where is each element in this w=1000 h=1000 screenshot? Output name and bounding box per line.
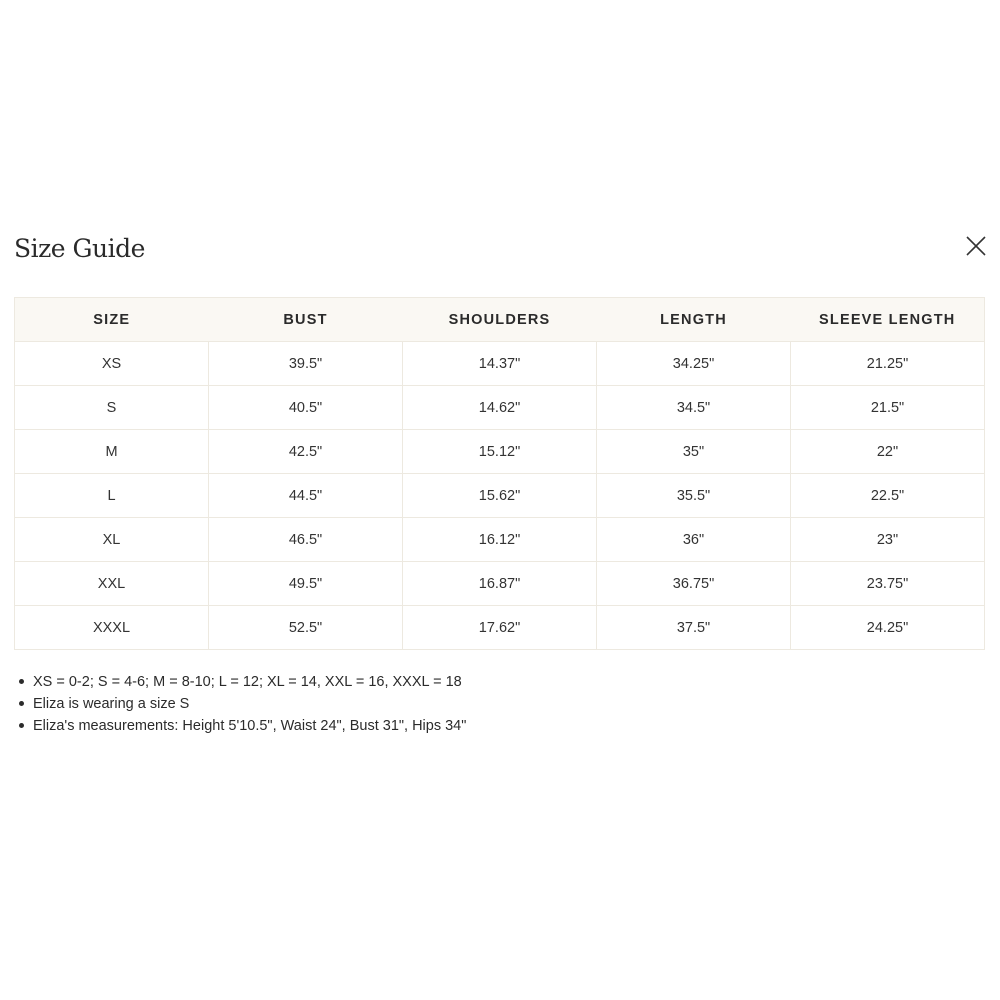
table-header-row bbox=[15, 298, 985, 342]
column-header-sleeve-length: SLEEVE LENGTH bbox=[791, 298, 985, 342]
close-icon bbox=[962, 232, 990, 260]
cell-sleeve-length: 21.5" bbox=[791, 386, 985, 430]
cell-bust: 40.5" bbox=[209, 386, 403, 430]
cell-sleeve-length: 23" bbox=[791, 518, 985, 562]
note-model-measurements: Eliza's measurements: Height 5'10.5", Waist 24", Bust 31", Hips 34" bbox=[33, 716, 466, 738]
cell-shoulders: 15.62" bbox=[403, 474, 597, 518]
cell-size: M bbox=[15, 430, 209, 474]
cell-size: L bbox=[15, 474, 209, 518]
note-model-size: Eliza is wearing a size S bbox=[33, 694, 466, 716]
column-header-size: SIZE bbox=[15, 298, 209, 342]
table-row bbox=[15, 386, 985, 430]
cell-length: 34.25" bbox=[597, 342, 791, 386]
cell-length: 36" bbox=[597, 518, 791, 562]
cell-bust: 39.5" bbox=[209, 342, 403, 386]
column-header-shoulders: SHOULDERS bbox=[403, 298, 597, 342]
cell-shoulders: 16.12" bbox=[403, 518, 597, 562]
cell-bust: 52.5" bbox=[209, 606, 403, 650]
cell-bust: 42.5" bbox=[209, 430, 403, 474]
cell-size: XL bbox=[15, 518, 209, 562]
column-header-length: LENGTH bbox=[597, 298, 791, 342]
size-notes-list bbox=[14, 672, 466, 738]
cell-size: XXL bbox=[15, 562, 209, 606]
cell-sleeve-length: 21.25" bbox=[791, 342, 985, 386]
size-table bbox=[14, 297, 985, 650]
table-row bbox=[15, 474, 985, 518]
modal-title: Size Guide bbox=[14, 234, 145, 263]
cell-length: 36.75" bbox=[597, 562, 791, 606]
cell-shoulders: 17.62" bbox=[403, 606, 597, 650]
table-row bbox=[15, 606, 985, 650]
note-size-conversion: XS = 0-2; S = 4-6; M = 8-10; L = 12; XL = 14, XXL = 16, XXXL = 18 bbox=[33, 672, 466, 694]
cell-size: XS bbox=[15, 342, 209, 386]
cell-length: 35.5" bbox=[597, 474, 791, 518]
cell-shoulders: 15.12" bbox=[403, 430, 597, 474]
cell-shoulders: 14.62" bbox=[403, 386, 597, 430]
cell-sleeve-length: 24.25" bbox=[791, 606, 985, 650]
cell-sleeve-length: 22" bbox=[791, 430, 985, 474]
cell-bust: 44.5" bbox=[209, 474, 403, 518]
table-row bbox=[15, 518, 985, 562]
cell-length: 34.5" bbox=[597, 386, 791, 430]
size-table-container bbox=[14, 297, 985, 650]
cell-shoulders: 14.37" bbox=[403, 342, 597, 386]
cell-length: 37.5" bbox=[597, 606, 791, 650]
close-button[interactable] bbox=[962, 232, 990, 260]
cell-size: XXXL bbox=[15, 606, 209, 650]
cell-sleeve-length: 22.5" bbox=[791, 474, 985, 518]
cell-shoulders: 16.87" bbox=[403, 562, 597, 606]
cell-bust: 49.5" bbox=[209, 562, 403, 606]
table-row bbox=[15, 562, 985, 606]
cell-sleeve-length: 23.75" bbox=[791, 562, 985, 606]
cell-length: 35" bbox=[597, 430, 791, 474]
column-header-bust: BUST bbox=[209, 298, 403, 342]
cell-bust: 46.5" bbox=[209, 518, 403, 562]
table-row bbox=[15, 342, 985, 386]
cell-size: S bbox=[15, 386, 209, 430]
table-row bbox=[15, 430, 985, 474]
